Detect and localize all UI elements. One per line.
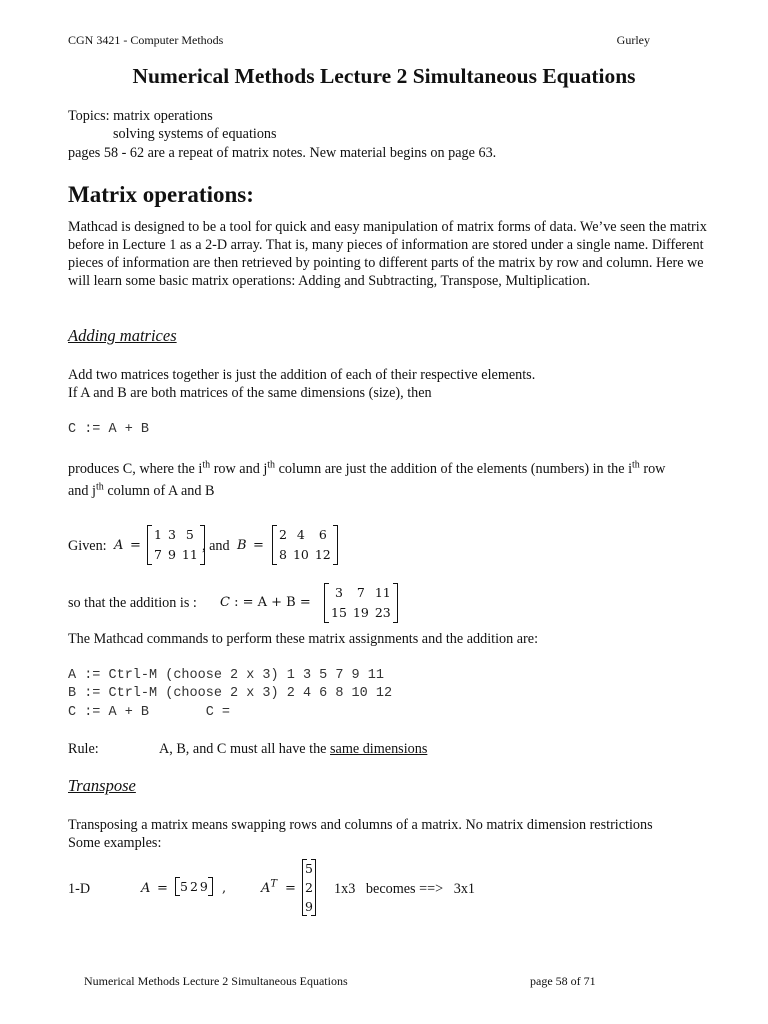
matrix-b-row [276,525,334,545]
row-vector-cell: 2 [189,879,198,894]
matrix-c-cell: 19 [352,605,369,620]
transpose-a-var: A [141,881,151,896]
sum-label: so that the addition is : [68,595,197,611]
matrix-a-body [151,525,201,565]
matrix-b-cell: 10 [292,547,309,562]
matrix-c-row [328,583,394,603]
matrix-c-cell: 23 [374,605,391,620]
header-author: Gurley [616,33,650,47]
column-vector-cell: 2 [305,880,313,895]
row-vector-body [179,877,209,896]
given-a-equals: = [130,538,141,553]
page-title: Numerical Methods Lecture 2 Simultaneous Equations [132,64,636,88]
matrix-a-cell: 11 [181,547,198,562]
given-b-var: B [237,538,247,553]
column-vector-row [304,859,314,878]
adding-line-2: If A and B are both matrices of the same dimensions (size), then [68,385,432,401]
code-c-equals-a-plus-b: C := A + B [68,422,150,437]
topics-line-1: Topics: matrix operations [68,108,213,124]
command-line-1: A := Ctrl-M (choose 2 x 3) 1 3 5 7 9 11 [68,668,384,683]
row-vector-cell: 5 [180,879,188,894]
command-line-2: B := Ctrl-M (choose 2 x 3) 2 4 6 8 10 12 [68,686,393,701]
rule-label: Rule: [68,741,99,757]
given-and-b: , and [202,538,230,554]
commands-intro: The Mathcad commands to perform these matrix assignments and the addition are: [68,631,539,647]
topics-line-2: solving systems of equations [113,126,277,142]
matrix-c-cell: 15 [331,605,347,620]
matrix-c-body [328,583,394,623]
command-line-3: C := A + B C = [68,705,231,720]
transpose-at-var: $A^T$ [261,878,278,896]
matrix-b-cell: 6 [318,527,327,542]
column-vector-cell: 5 [305,861,313,876]
row-vector [175,877,213,896]
adding-line-1: Add two matrices together is just the addition of each of their respective elements. [68,367,536,383]
column-vector [302,859,316,916]
transpose-a-equals: = [157,881,168,896]
matrix-a-cell: 9 [167,547,176,562]
transpose-example-label: 1-D [68,881,91,897]
matrix-b-row [276,545,334,565]
matrix-ops-intro: Mathcad is designed to be a tool for quick and easy manipulation of matrix forms of data. We’ve seen the matrix before in Lecture 1 as a 2-D array. That is, many pieces of information are stored under a single name. Different pieces of information are then retrieved by pointing to different parts of the matrix by row and column. Here we will learn some basic matrix operations: Adding and Subtracting, Transpose, Multiplication. [68,219,707,289]
transpose-comma: , [222,881,227,896]
matrix-a-cell: 3 [167,527,176,542]
matrix-c-cell: 7 [356,585,365,600]
column-vector-cell: 9 [305,899,313,914]
rule-text: A, B, and C must all have the same dimensions [159,741,428,757]
matrix-b-cell: 12 [314,547,331,562]
matrix-c-row [328,603,394,623]
matrix-b-cell: 2 [279,527,287,542]
footer-page-number: page 58 of 71 [530,974,596,988]
column-vector-body [304,859,314,916]
transpose-line-2: Some examples: [68,835,162,851]
given-b-equals: = [253,538,264,553]
matrix-b-cell: 4 [296,527,305,542]
transpose-line-1: Transposing a matrix means swapping rows and columns of a matrix. No matrix dimension restrictions [68,817,653,833]
matrix-a-cell: 1 [154,527,162,542]
produces-line-2: and $j^{th}$ column of A and B [68,481,215,499]
rule-same-dimensions: same dimensions [330,741,428,757]
footer-title: Numerical Methods Lecture 2 Simultaneous Equations [84,974,348,988]
sum-expression: C : = A + B = [220,595,311,610]
given-label: Given: [68,538,107,554]
subheading-adding-matrices: Adding matrices [68,326,177,345]
topics-line-3: pages 58 - 62 are a repeat of matrix notes. New material begins on page 63. [68,145,497,161]
transpose-description: 1x3 becomes ==> 3x1 [334,881,476,897]
matrix-a [147,525,205,565]
row-vector-cell: 9 [199,879,208,894]
matrix-a-row [151,525,201,545]
transpose-at-equals: = [285,881,296,896]
given-a-var: A [114,538,124,553]
matrix-a-cell: 7 [154,547,162,562]
section-heading-matrix-operations: Matrix operations: [68,182,254,207]
matrix-c-cell: 3 [334,585,343,600]
matrix-a-row [151,545,201,565]
header-course: CGN 3421 - Computer Methods [68,33,224,47]
column-vector-row [304,897,314,916]
matrix-c [324,583,398,623]
matrix-c-cell: 11 [374,585,391,600]
matrix-a-cell: 5 [185,527,194,542]
matrix-b [272,525,338,565]
column-vector-row [304,878,314,897]
produces-line-1: produces C, where the $i^{th}$ row and $j^{th}$ column are just the addition of the elements (numbers) in the $i^{th}$ row [68,459,666,477]
matrix-b-body [276,525,334,565]
matrix-b-cell: 8 [279,547,287,562]
subheading-transpose: Transpose [68,776,136,795]
